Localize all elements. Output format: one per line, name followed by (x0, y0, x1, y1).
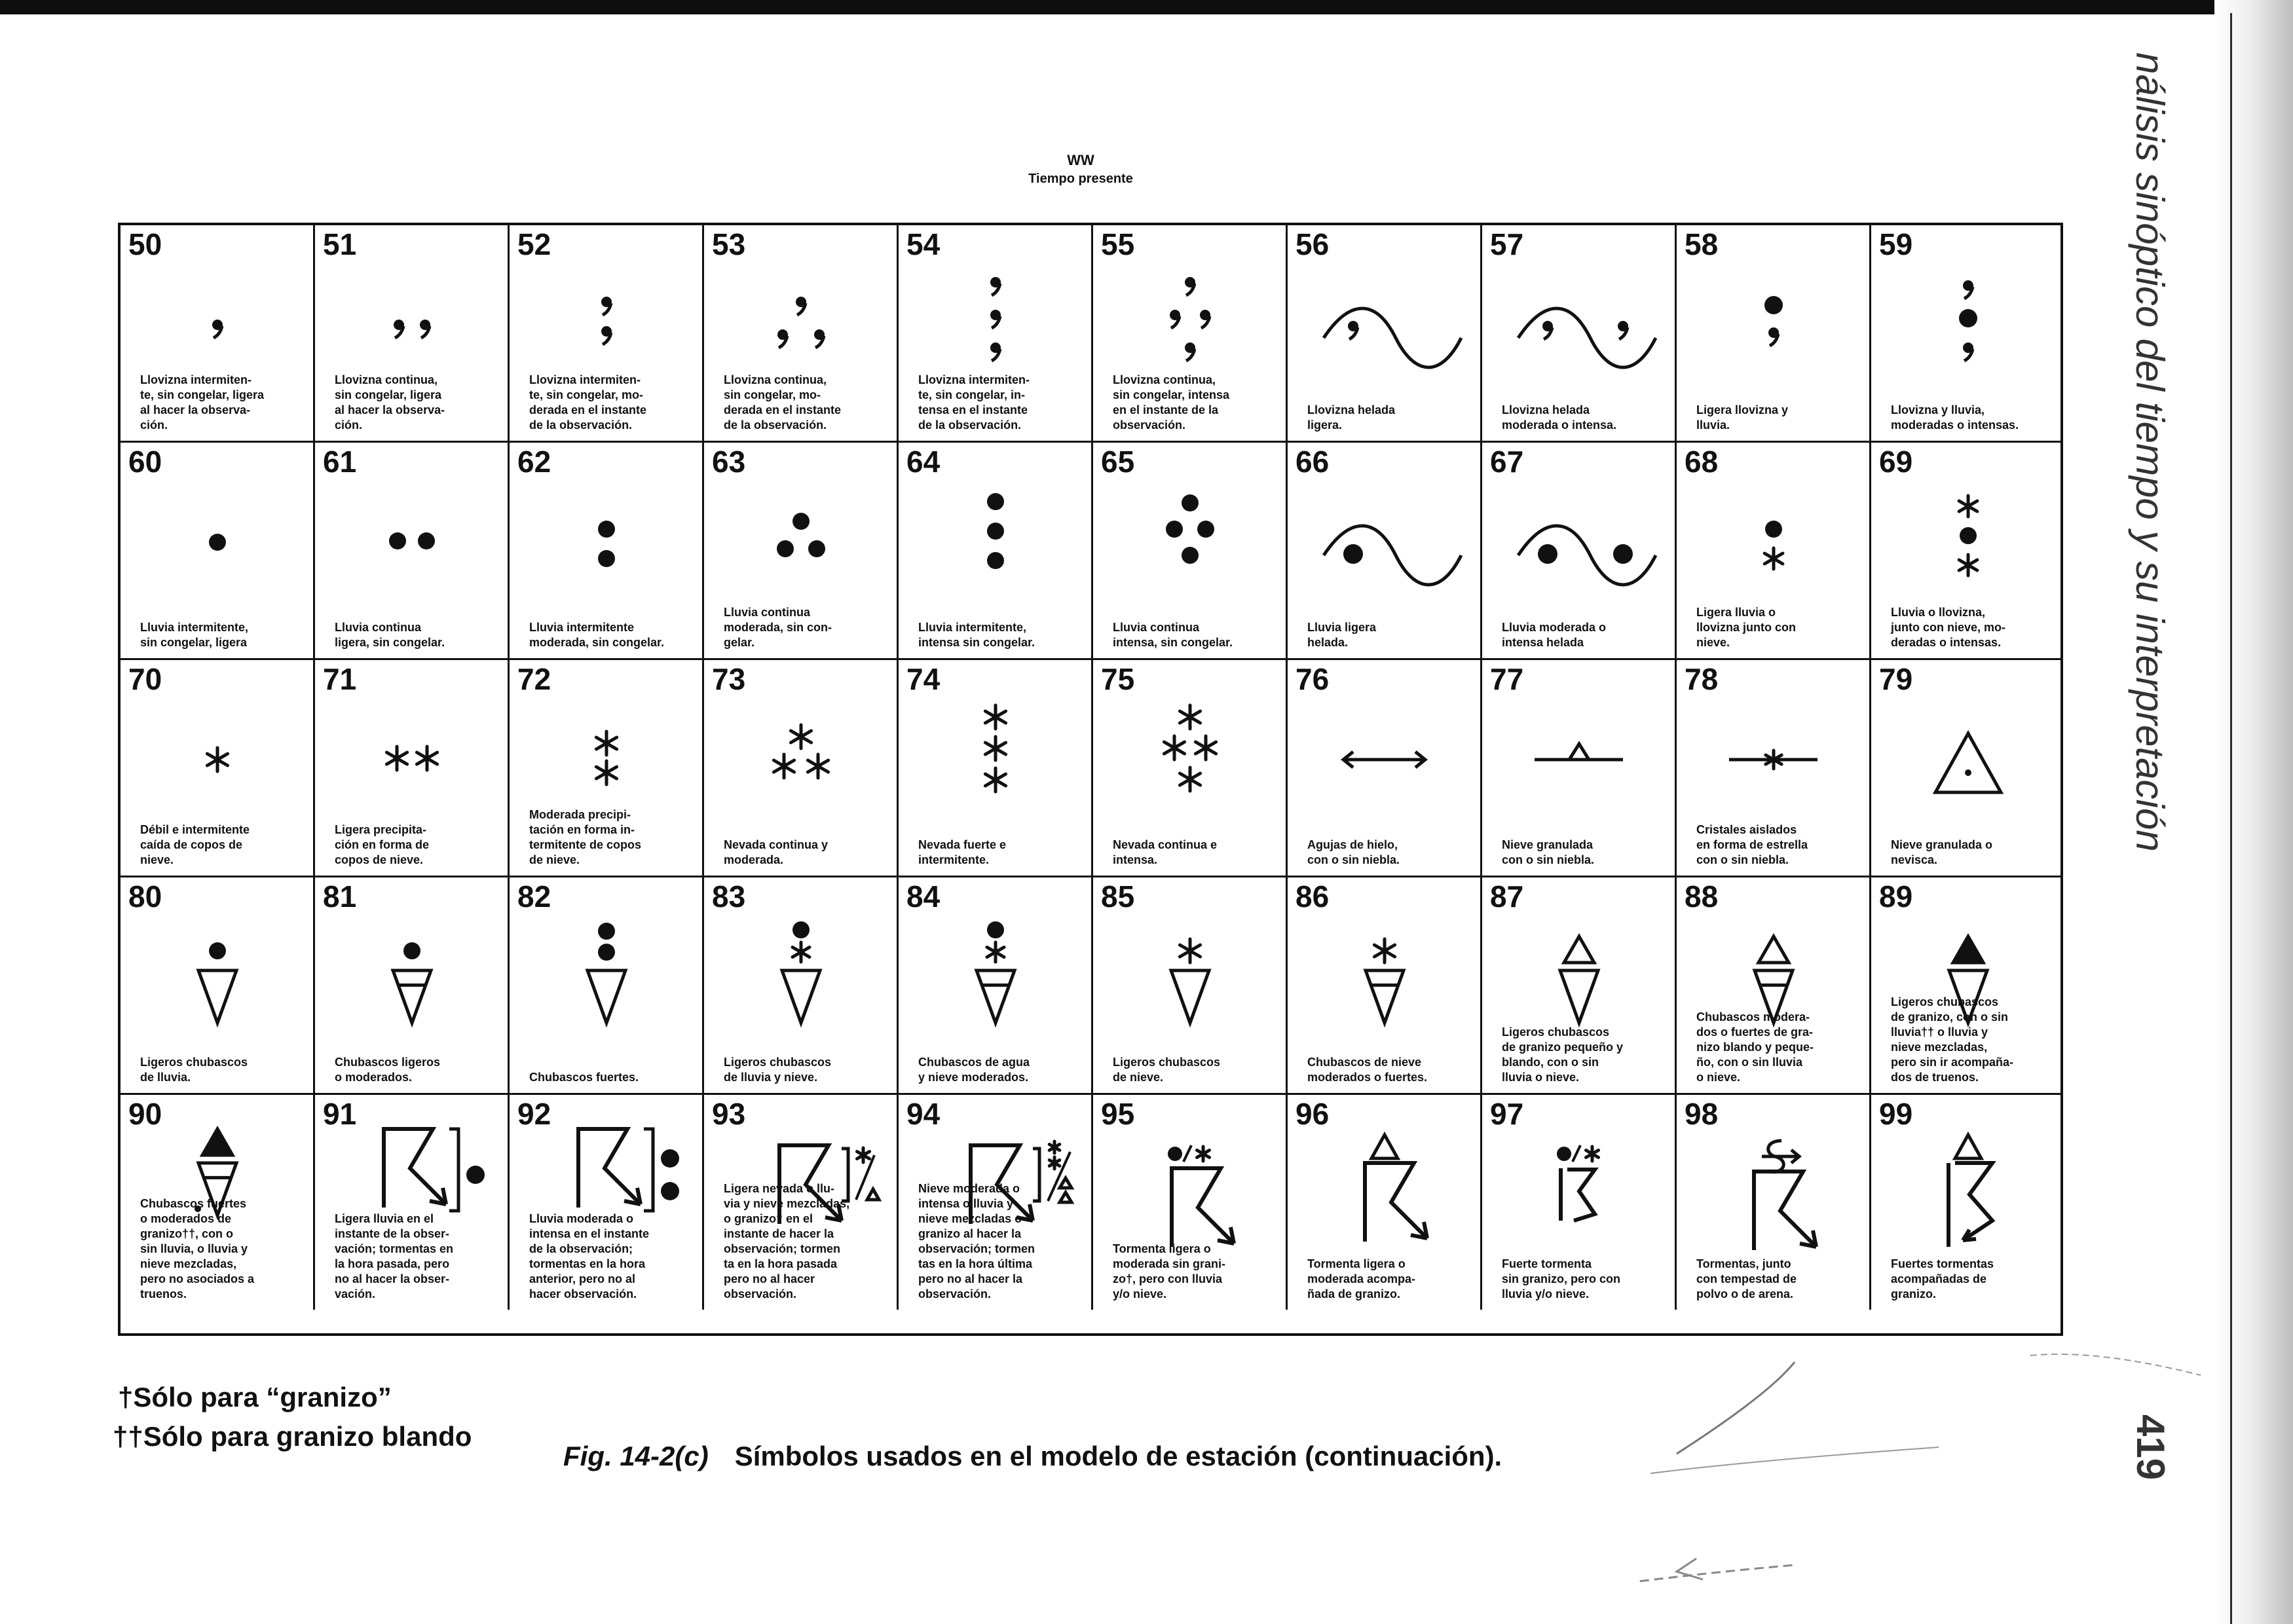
symbol-cell-90 (121, 1095, 315, 1310)
symbol-cell-97 (1482, 1095, 1677, 1310)
weather-symbol-fzra2-icon (1482, 470, 1677, 608)
code-number: 78 (1685, 662, 1719, 696)
weather-symbol-drz3-icon (510, 253, 704, 390)
symbol-cell-55 (1093, 225, 1288, 443)
symbol-description: Llovizna helada moderada o intensa. (1502, 403, 1617, 432)
symbol-description: Llovizna y lluvia, moderadas o intensas. (1891, 403, 2019, 432)
symbol-cell-69 (1871, 443, 2063, 660)
code-number: 53 (712, 227, 746, 261)
symbol-cell-71 (315, 660, 510, 877)
weather-symbols-table (118, 223, 2063, 1336)
symbol-cell-64 (899, 443, 1093, 660)
symbol-description: Ligera lluvia en el instante de la obser- vación; tormentas en la hora pasada, pero no al hacer la obser- vación. (335, 1211, 454, 1301)
symbol-cell-53 (704, 225, 899, 443)
weather-symbol-fzra1-icon (1288, 470, 1482, 608)
code-number: 81 (323, 879, 357, 913)
code-number: 66 (1296, 445, 1330, 479)
symbol-description: Moderada precipi- tación en forma in- termitente de copos de nieve. (529, 807, 642, 866)
code-number: 79 (1879, 662, 1913, 696)
weather-symbol-ra3-icon (510, 470, 704, 608)
weather-symbol-drz5-icon (899, 253, 1093, 390)
symbol-description: Lluvia o llovizna, junto con nieve, mo- deradas o intensas. (1891, 605, 2006, 649)
code-number: 57 (1490, 227, 1524, 261)
symbol-description: Nevada continua y moderada. (724, 838, 829, 866)
symbol-description: Chubascos modera- dos o fuertes de gra- nizo blando y peque- ño, con o sin lluvia o nieve. (1696, 1010, 1814, 1084)
code-number: 58 (1685, 227, 1719, 261)
symbol-description: Ligera nevada o llu- via y nieve mezcladas, o granizo† en el instante de hacer la observación; tormen ta en la hora pasada pero no al hacer observación. (724, 1181, 850, 1301)
code-number: 88 (1685, 879, 1719, 913)
running-head-box (2119, 52, 2197, 1035)
weather-symbol-sh80-icon (121, 905, 315, 1043)
symbol-description: Chubascos fuertes. (529, 1070, 639, 1084)
weather-symbol-ts96-icon (1288, 1122, 1482, 1260)
code-number: 69 (1879, 445, 1913, 479)
symbol-description: Agujas de hielo, con o sin niebla. (1307, 838, 1400, 866)
weather-symbol-sh86-icon (1288, 905, 1482, 1043)
weather-symbol-ts99-icon (1871, 1122, 2063, 1260)
code-number: 51 (323, 227, 357, 261)
symbol-cell-56 (1288, 225, 1482, 443)
code-number: 99 (1879, 1097, 1913, 1131)
symbol-cell-98 (1677, 1095, 1871, 1310)
code-number: 71 (323, 662, 357, 696)
symbol-description: Nieve granulada o nevisca. (1891, 838, 1993, 866)
symbol-description: Ligera lluvia o llovizna junto con nieve. (1696, 605, 1796, 649)
weather-symbol-rasn2-icon (1871, 470, 2063, 608)
symbol-cell-63 (704, 443, 899, 660)
symbol-description: Chubascos ligeros o moderados. (335, 1055, 441, 1084)
symbol-cell-62 (510, 443, 704, 660)
symbol-cell-68 (1677, 443, 1871, 660)
symbol-cell-70 (121, 660, 315, 877)
symbol-description: Chubascos de nieve moderados o fuertes. (1307, 1055, 1428, 1084)
code-number: 96 (1296, 1097, 1330, 1131)
code-number: 93 (712, 1097, 746, 1131)
symbol-description: Llovizna continua, sin congelar, ligera al hacer la observa- ción. (335, 373, 445, 432)
footnote-single-dagger: †Sólo para “granizo” (118, 1382, 392, 1412)
table-header-code: WW (1067, 152, 1094, 168)
symbol-cell-61 (315, 443, 510, 660)
symbol-cell-85 (1093, 877, 1288, 1095)
symbol-cell-59 (1871, 225, 2063, 443)
code-number: 85 (1101, 879, 1135, 913)
weather-symbol-sh85-icon (1093, 905, 1288, 1043)
code-number: 75 (1101, 662, 1135, 696)
weather-symbol-fzdz1-icon (1288, 253, 1482, 390)
symbol-description: Débil e intermitente caída de copos de nieve. (140, 822, 250, 866)
code-number: 72 (517, 662, 551, 696)
weather-symbol-ra6-icon (1093, 470, 1288, 608)
figure-reference: Fig. 14-2(c) (563, 1441, 709, 1471)
page-number: 419 (2129, 1414, 2172, 1481)
code-number: 83 (712, 879, 746, 913)
symbol-cell-75 (1093, 660, 1288, 877)
symbol-cell-80 (121, 877, 315, 1095)
symbol-cell-50 (121, 225, 315, 443)
symbol-description: Llovizna continua, sin congelar, intensa en el instante de la observación. (1113, 373, 1230, 432)
symbol-description: Ligeros chubascos de granizo pequeño y blando, con o sin lluvia o nieve. (1502, 1025, 1624, 1084)
symbol-cell-54 (899, 225, 1093, 443)
symbol-cell-58 (1677, 225, 1871, 443)
code-number: 62 (517, 445, 551, 479)
symbol-description: Tormentas, junto con tempestad de polvo o de arena. (1696, 1257, 1797, 1301)
symbol-description: Chubascos fuertes o moderados de granizo††, con o sin lluvia, o lluvia y nieve mezcladas, pero no asociados a truenos. (140, 1196, 255, 1301)
symbol-cell-66 (1288, 443, 1482, 660)
footnote-double-dagger: ††Sólo para granizo blando (113, 1421, 472, 1452)
weather-symbol-ra1-icon (121, 470, 315, 608)
code-number: 89 (1879, 879, 1913, 913)
symbol-description: Fuertes tormentas acompañadas de granizo. (1891, 1257, 1994, 1301)
symbol-cell-82 (510, 877, 704, 1095)
symbol-cell-65 (1093, 443, 1288, 660)
weather-symbol-sn6-icon (1093, 688, 1288, 825)
code-number: 90 (128, 1097, 162, 1131)
code-number: 70 (128, 662, 162, 696)
symbol-description: Lluvia intermitente, intensa sin congelar. (918, 620, 1035, 649)
symbol-description: Lluvia ligera helada. (1307, 620, 1377, 649)
weather-symbol-drz1-icon (121, 253, 315, 390)
symbol-cell-87 (1482, 877, 1677, 1095)
symbol-description: Llovizna continua, sin congelar, mo- derada en el instante de la observación. (724, 373, 842, 432)
symbol-cell-88 (1677, 877, 1871, 1095)
code-number: 86 (1296, 879, 1330, 913)
code-number: 50 (128, 227, 162, 261)
code-number: 94 (906, 1097, 941, 1131)
symbol-cell-77 (1482, 660, 1677, 877)
weather-symbol-ts98-icon (1677, 1122, 1871, 1260)
symbol-description: Ligeros chubascos de lluvia y nieve. (724, 1055, 832, 1084)
code-number: 76 (1296, 662, 1330, 696)
symbol-cell-93 (704, 1095, 899, 1310)
symbol-cell-91 (315, 1095, 510, 1310)
symbol-description: Llovizna helada ligera. (1307, 403, 1396, 432)
weather-symbol-sh81-icon (315, 905, 510, 1043)
symbol-description: Fuerte tormenta sin granizo, pero con lluvia y/o nieve. (1502, 1257, 1621, 1301)
symbol-cell-51 (315, 225, 510, 443)
weather-symbol-sh83-icon (704, 905, 899, 1043)
symbol-cell-94 (899, 1095, 1093, 1310)
weather-symbol-sn5-icon (899, 688, 1093, 825)
code-number: 97 (1490, 1097, 1524, 1131)
code-number: 92 (517, 1097, 551, 1131)
code-number: 61 (323, 445, 357, 479)
symbol-description: Chubascos de agua y nieve moderados. (918, 1055, 1030, 1084)
symbol-cell-78 (1677, 660, 1871, 877)
weather-symbol-drz6-icon (1093, 253, 1288, 390)
symbol-cell-81 (315, 877, 510, 1095)
code-number: 73 (712, 662, 746, 696)
weather-symbol-sn1-icon (121, 688, 315, 825)
code-number: 74 (906, 662, 941, 696)
weather-symbol-sn4-icon (704, 688, 899, 825)
weather-symbol-rasn1-icon (1677, 470, 1871, 608)
weather-symbol-drz2-icon (315, 253, 510, 390)
weather-symbol-ts95-icon (1093, 1122, 1288, 1260)
weather-symbol-ra2-icon (315, 470, 510, 608)
symbol-cell-99 (1871, 1095, 2063, 1310)
code-number: 64 (906, 445, 941, 479)
symbol-description: Nevada continua e intensa. (1113, 838, 1218, 866)
weather-symbol-sh84-icon (899, 905, 1093, 1043)
symbol-description: Tormenta ligera o moderada acompa- ñada de granizo. (1307, 1257, 1416, 1301)
symbol-cell-67 (1482, 443, 1677, 660)
symbol-description: Lluvia continua ligera, sin congelar. (335, 620, 445, 649)
symbol-cell-74 (899, 660, 1093, 877)
symbol-description: Llovizna intermiten- te, sin congelar, mo- derada en el instante de la observación. (529, 373, 647, 432)
page-edge (2230, 13, 2232, 1624)
code-number: 91 (323, 1097, 357, 1131)
symbol-cell-79 (1871, 660, 2063, 877)
weather-symbol-drz4-icon (704, 253, 899, 390)
code-number: 84 (906, 879, 941, 913)
symbol-cell-89 (1871, 877, 2063, 1095)
symbol-description: Llovizna intermiten- te, sin congelar, in- tensa en el instante de la observación. (918, 373, 1030, 432)
code-number: 80 (128, 879, 162, 913)
code-number: 65 (1101, 445, 1135, 479)
symbol-cell-83 (704, 877, 899, 1095)
symbol-cell-92 (510, 1095, 704, 1310)
symbol-description: Ligeros chubascos de granizo, con o sin lluvia†† o lluvia y nieve mezcladas, pero sin ir acompaña- dos de truenos. (1891, 995, 2014, 1084)
symbol-description: Nieve granulada con o sin niebla. (1502, 838, 1595, 866)
code-number: 52 (517, 227, 551, 261)
symbol-description: Lluvia continua moderada, sin con- gelar. (724, 605, 832, 649)
weather-symbol-ra5-icon (899, 470, 1093, 608)
code-number: 68 (1685, 445, 1719, 479)
symbol-description: Nieve moderada o intensa o lluvia y nieve mezcladas o granizo al hacer la observación; tormen tas en la hora última pero no al hacer la observación. (918, 1181, 1035, 1301)
symbol-description: Lluvia intermitente, sin congelar, ligera (140, 620, 249, 649)
weather-symbol-sngr-icon (1482, 688, 1677, 825)
code-number: 60 (128, 445, 162, 479)
weather-symbol-sh82-icon (510, 905, 704, 1043)
code-number: 55 (1101, 227, 1135, 261)
weather-symbol-fzdz2-icon (1482, 253, 1677, 390)
code-number: 77 (1490, 662, 1524, 696)
symbol-description: Lluvia intermitente moderada, sin congelar. (529, 620, 665, 649)
code-number: 63 (712, 445, 746, 479)
symbol-description: Lluvia continua intensa, sin congelar. (1113, 620, 1233, 649)
scan-smudge-marks (1637, 1336, 2227, 1598)
code-number: 98 (1685, 1097, 1719, 1131)
scan-top-border (0, 0, 2293, 14)
code-number: 54 (906, 227, 941, 261)
weather-symbol-sn2-icon (315, 688, 510, 825)
symbol-cell-73 (704, 660, 899, 877)
weather-symbol-sn3-icon (510, 688, 704, 825)
symbol-cell-72 (510, 660, 704, 877)
running-head: nálisis sinóptico del tiempo y su interpretación (2128, 52, 2172, 852)
code-number: 87 (1490, 879, 1524, 913)
code-number: 59 (1879, 227, 1913, 261)
symbol-cell-52 (510, 225, 704, 443)
symbol-cell-76 (1288, 660, 1482, 877)
weather-symbol-ts97-icon (1482, 1122, 1677, 1260)
symbol-description: Nevada fuerte e intermitente. (918, 838, 1007, 866)
weather-symbol-sh87-icon (1482, 905, 1677, 1043)
symbol-cell-57 (1482, 225, 1677, 443)
figure-caption (563, 1441, 1502, 1472)
code-number: 82 (517, 879, 551, 913)
weather-symbol-ra4-icon (704, 470, 899, 608)
symbol-description: Cristales aislados en forma de estrella con o sin niebla. (1696, 822, 1808, 866)
symbol-description: Tormenta ligera o moderada sin grani- zo†, pero con lluvia y/o nieve. (1113, 1242, 1226, 1301)
symbol-cell-84 (899, 877, 1093, 1095)
symbol-description: Ligera precipita- ción en forma de copos de nieve. (335, 822, 430, 866)
code-number: 56 (1296, 227, 1330, 261)
figure-caption-text: Símbolos usados en el modelo de estación (continuación). (734, 1441, 1502, 1471)
weather-symbol-drra1-icon (1677, 253, 1871, 390)
weather-symbol-drra2-icon (1871, 253, 2063, 390)
weather-symbol-icen-icon (1288, 688, 1482, 825)
code-number: 95 (1101, 1097, 1135, 1131)
symbol-description: Ligera llovizna y lluvia. (1696, 403, 1789, 432)
symbol-cell-60 (121, 443, 315, 660)
symbol-description: Ligeros chubascos de lluvia. (140, 1055, 248, 1084)
symbol-description: Llovizna intermiten- te, sin congelar, ligera al hacer la observa- ción. (140, 373, 265, 432)
symbol-description: Ligeros chubascos de nieve. (1113, 1055, 1221, 1084)
code-number: 67 (1490, 445, 1524, 479)
symbol-description: Lluvia moderada o intensa en el instante de la observación; tormentas en la hora anterior, pero no al hacer observación. (529, 1211, 650, 1301)
weather-symbol-snst-icon (1677, 688, 1871, 825)
symbol-description: Lluvia moderada o intensa helada (1502, 620, 1607, 649)
symbol-cell-96 (1288, 1095, 1482, 1310)
table-header-label: Tiempo presente (1028, 172, 1133, 186)
symbol-cell-86 (1288, 877, 1482, 1095)
weather-symbol-icep-icon (1871, 688, 2063, 825)
symbol-cell-95 (1093, 1095, 1288, 1310)
